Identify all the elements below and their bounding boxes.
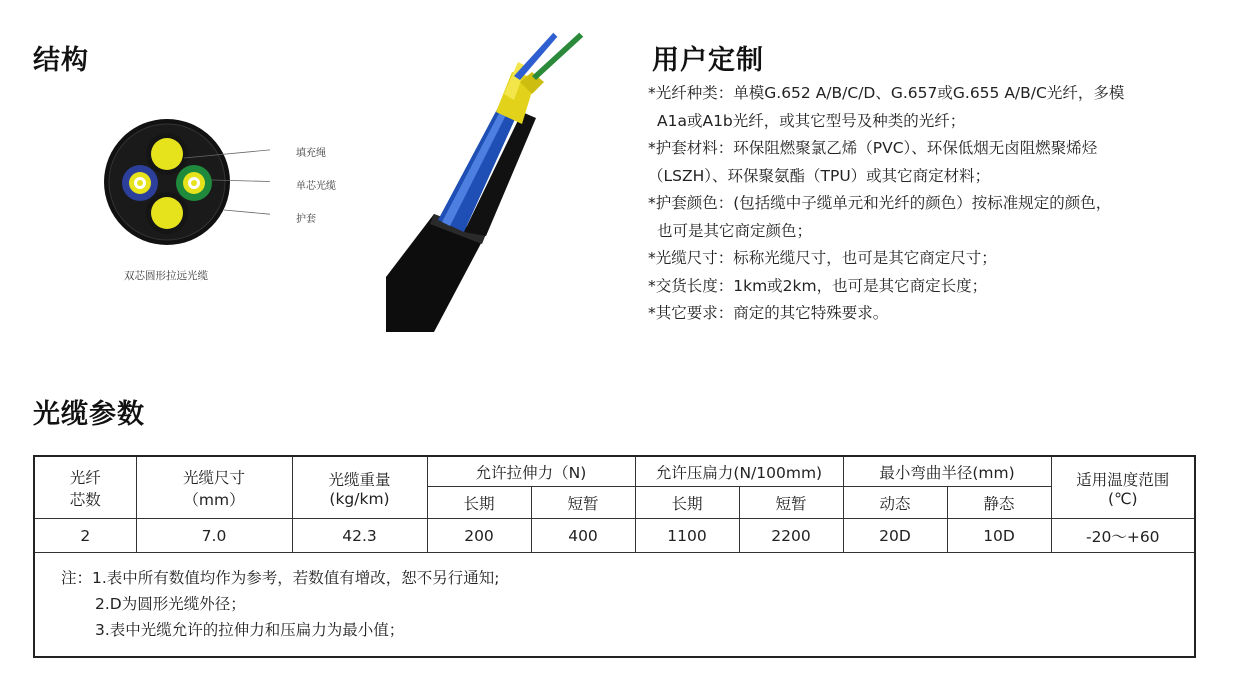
cell-crush-long: 1100 — [635, 519, 739, 553]
custom-line: *护套颜色：(包括缆中子缆单元和光纤的颜色）按标准规定的颜色， — [648, 194, 1112, 212]
params-table — [33, 455, 1196, 658]
header-bend-static: 静态 — [947, 487, 1051, 519]
header-fiber-count-line1: 光纤 — [69, 468, 101, 487]
custom-line: *光缆尺寸：标称光缆尺寸，也可是其它商定尺寸； — [648, 249, 997, 267]
cell-bend-dynamic: 20D — [843, 519, 947, 553]
note-line: 2.D为圆形光缆外径； — [95, 595, 246, 613]
params-heading: 光缆参数 — [33, 399, 145, 430]
cable-photo-graphic — [386, 32, 608, 332]
cable-photo — [386, 32, 608, 332]
header-weight-line1: 光缆重量 — [328, 470, 391, 489]
label-tight-fiber: 单芯光缆 — [296, 181, 336, 192]
custom-line: 也可是其它商定颜色； — [657, 221, 813, 240]
header-temp-line1: 适用温度范围 — [1076, 470, 1170, 489]
header-tensile: 允许拉伸力（N) — [427, 457, 635, 487]
custom-line: （LSZH）、环保聚氨酯（TPU）或其它商定材料； — [648, 166, 991, 185]
header-crush-long: 长期 — [635, 487, 739, 519]
custom-line: *光纤种类：单模G.652 A/B/C/D、G.657或G.655 A/B/C光纤，多模 — [648, 84, 1125, 102]
diagram-caption: 双芯圆形拉远光缆 — [124, 270, 208, 282]
header-size-line1: 光缆尺寸 — [182, 468, 245, 487]
table-notes — [35, 553, 1194, 643]
custom-options-list — [648, 80, 1238, 328]
table-row — [35, 519, 1194, 553]
header-fiber-count-line2: 芯数 — [69, 490, 101, 509]
header-size — [136, 457, 292, 519]
cable-cross-section — [100, 112, 270, 287]
cell-temp: -20～+60 — [1051, 519, 1194, 553]
cell-tensile-short: 400 — [531, 519, 635, 553]
custom-line: A1a或A1b光纤，或其它型号及种类的光纤； — [657, 111, 966, 130]
note-line: 3.表中光缆允许的拉伸力和压扁力为最小值； — [95, 621, 405, 639]
cell-size: 7.0 — [136, 519, 292, 553]
cell-crush-short: 2200 — [739, 519, 843, 553]
structure-heading: 结构 — [33, 45, 89, 76]
header-temp-line2: (℃) — [1108, 489, 1138, 508]
custom-heading: 用户定制 — [652, 45, 764, 76]
custom-line: *交货长度：1km或2km，也可是其它商定长度； — [648, 276, 988, 295]
header-tensile-short: 短暂 — [531, 487, 635, 519]
label-jacket: 护套 — [296, 214, 316, 225]
custom-line: *其它要求：商定的其它特殊要求。 — [648, 304, 889, 322]
header-crush-short: 短暂 — [739, 487, 843, 519]
header-bend-dynamic: 动态 — [843, 487, 947, 519]
cell-bend-static: 10D — [947, 519, 1051, 553]
cell-tensile-long: 200 — [427, 519, 531, 553]
header-tensile-long: 长期 — [427, 487, 531, 519]
header-temp — [1051, 457, 1194, 519]
header-weight — [292, 457, 427, 519]
header-size-line2: （mm） — [183, 490, 245, 509]
header-weight-line2: (kg/km) — [329, 489, 390, 508]
header-bend: 最小弯曲半径(mm) — [843, 457, 1051, 487]
note-line: 注：1.表中所有数值均作为参考，若数值有增改，恕不另行通知; — [61, 569, 500, 587]
custom-line: *护套材料：环保阻燃聚氯乙烯（PVC）、环保低烟无卤阻燃聚烯烃 — [648, 139, 1098, 157]
cell-fiber-count: 2 — [35, 519, 136, 553]
header-fiber-count — [35, 457, 136, 519]
header-crush: 允许压扁力(N/100mm) — [635, 457, 843, 487]
cell-weight: 42.3 — [292, 519, 427, 553]
label-filler: 填充绳 — [296, 148, 326, 159]
cross-section-graphic — [100, 112, 270, 287]
